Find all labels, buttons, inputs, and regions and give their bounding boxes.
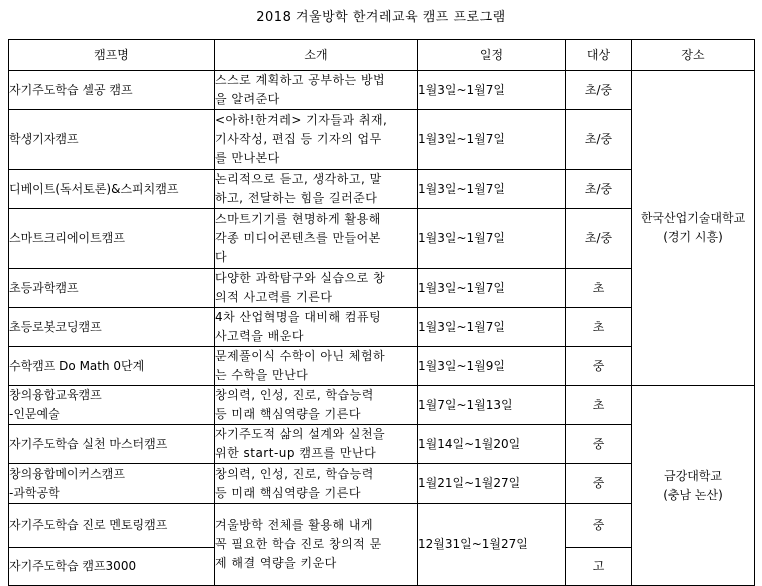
camp-name-line: 수학캠프 Do Math 0단계 (9, 358, 145, 373)
header-location: 장소 (632, 40, 755, 71)
camp-name-line: -인문예술 (9, 407, 60, 421)
camp-description (215, 425, 418, 464)
camp-schedule: 1월3일~1월7일 (418, 170, 566, 209)
description-line: 위한 start-up 캠프를 만난다 (215, 446, 377, 460)
table-header-row (9, 40, 755, 71)
description-line: 는 수학을 만난다 (215, 368, 309, 382)
camp-description (215, 464, 418, 504)
description-line: 각종 미디어콘텐츠를 만들어본 (215, 231, 381, 245)
camp-target: 초/중 (566, 170, 632, 209)
camp-name-line: 자기주도학습 셀공 캠프 (9, 82, 133, 97)
location-name: 금강대학교 (664, 468, 722, 483)
camp-schedule: 1월7일~1월13일 (418, 386, 566, 425)
description-line: 등 미래 핵심역량을 기른다 (215, 485, 361, 500)
camp-description (215, 347, 418, 386)
camp-name-line: 창의융합메이커스캠프 (9, 466, 125, 481)
camp-name (9, 347, 215, 386)
camp-name-line: -과학공학 (9, 485, 60, 500)
camp-target: 고 (566, 548, 632, 586)
camp-description (215, 170, 418, 209)
description-line: 를 만나본다 (215, 151, 280, 165)
camp-name (9, 110, 215, 170)
description-line: 하고, 전달하는 힘을 길러준다 (215, 191, 378, 205)
camp-target: 중 (566, 464, 632, 504)
description-line: <아하!한겨레> 기자들과 취재, (215, 113, 388, 127)
description-line: 문제풀이식 수학이 아닌 체험하 (215, 349, 386, 363)
camp-target: 중 (566, 347, 632, 386)
description-line: 스스로 계획하고 공부하는 방법 (215, 73, 386, 87)
camp-description (215, 71, 418, 110)
camp-name-line: 자기주도학습 실천 마스터캠프 (9, 436, 168, 451)
header-description: 소개 (215, 40, 418, 71)
camp-name (9, 386, 215, 425)
camp-description (215, 209, 418, 269)
description-line: 다 (215, 250, 228, 264)
camp-name-line: 자기주도학습 진로 멘토링캠프 (9, 518, 168, 532)
description-line: 겨울방학 전체를 활용해 내게 (215, 518, 374, 532)
location-cell (632, 71, 755, 386)
camp-name-line: 창의융합교육캠프 (9, 388, 102, 402)
description-line: 꼭 필요한 학습 진로 창의적 문 (215, 537, 382, 551)
camp-target: 초/중 (566, 110, 632, 170)
camp-name-line: 스마트크리에이트캠프 (9, 231, 125, 245)
camp-name (9, 71, 215, 110)
location-cell (632, 386, 755, 586)
camp-name-line: 디베이트(독서토론)&스피치캠프 (9, 181, 179, 196)
camp-name-line: 초등로봇코딩캠프 (9, 319, 102, 334)
camp-target: 중 (566, 504, 632, 548)
description-line: 4차 산업혁명을 대비해 컴퓨팅 (215, 310, 382, 324)
camp-name-line: 초등과학캠프 (9, 280, 79, 295)
description-line: 사고력을 배운다 (215, 329, 304, 343)
page-title: 2018 겨울방학 한겨레교육 캠프 프로그램 (256, 10, 506, 25)
camp-name (9, 269, 215, 308)
camp-description (215, 504, 418, 586)
camp-description (215, 110, 418, 170)
camp-schedule: 1월3일~1월7일 (418, 110, 566, 170)
description-line: 창의력, 인성, 진로, 학습능력 (215, 388, 374, 402)
camp-target: 초/중 (566, 209, 632, 269)
camp-schedule: 1월3일~1월7일 (418, 269, 566, 308)
camp-name (9, 504, 215, 548)
camp-schedule: 1월3일~1월9일 (418, 347, 566, 386)
camp-name-line: 학생기자캠프 (9, 132, 79, 146)
table-row (9, 71, 755, 110)
camp-target: 중 (566, 425, 632, 464)
description-line: 등 미래 핵심역량을 기른다 (215, 407, 361, 421)
description-line: 기사작성, 편집 등 기자의 업무 (215, 132, 382, 146)
description-line: 스마트기기를 현명하게 활용해 (215, 212, 381, 226)
table-row (9, 386, 755, 425)
camp-target: 초 (566, 386, 632, 425)
description-line: 자기주도적 삶의 설계와 실천을 (215, 427, 386, 441)
header-schedule: 일정 (418, 40, 566, 71)
camp-target: 초 (566, 269, 632, 308)
description-line: 의적 사고력를 기른다 (215, 290, 333, 304)
camp-schedule: 1월3일~1월7일 (418, 308, 566, 347)
location-region: (경기 시흥) (663, 230, 723, 244)
camp-name (9, 170, 215, 209)
location-region: (충남 논산) (663, 487, 723, 502)
header-target: 대상 (566, 40, 632, 71)
description-line: 논리적으로 듣고, 생각하고, 말 (215, 172, 382, 186)
description-line: 창의력, 인성, 진로, 학습능력 (215, 466, 374, 481)
camp-name (9, 209, 215, 269)
camp-name (9, 308, 215, 347)
camp-description (215, 308, 418, 347)
camp-name (9, 548, 215, 586)
camp-program-table (8, 39, 755, 586)
camp-schedule: 1월14일~1월20일 (418, 425, 566, 464)
camp-target: 초/중 (566, 71, 632, 110)
camp-name-line: 자기주도학습 캠프3000 (9, 559, 137, 573)
header-name: 캠프명 (9, 40, 215, 71)
description-line: 다양한 과학탐구와 실습으로 창 (215, 271, 386, 285)
description-line: 제 해결 역량을 키운다 (215, 556, 337, 570)
description-line: 을 알려준다 (215, 92, 280, 106)
camp-schedule: 1월3일~1월7일 (418, 71, 566, 110)
camp-name (9, 425, 215, 464)
camp-schedule: 12월31일~1월27일 (418, 504, 566, 586)
camp-description (215, 386, 418, 425)
camp-schedule: 1월3일~1월7일 (418, 209, 566, 269)
camp-schedule: 1월21일~1월27일 (418, 464, 566, 504)
camp-target: 초 (566, 308, 632, 347)
camp-description (215, 269, 418, 308)
camp-name (9, 464, 215, 504)
location-name: 한국산업기술대학교 (640, 211, 746, 225)
